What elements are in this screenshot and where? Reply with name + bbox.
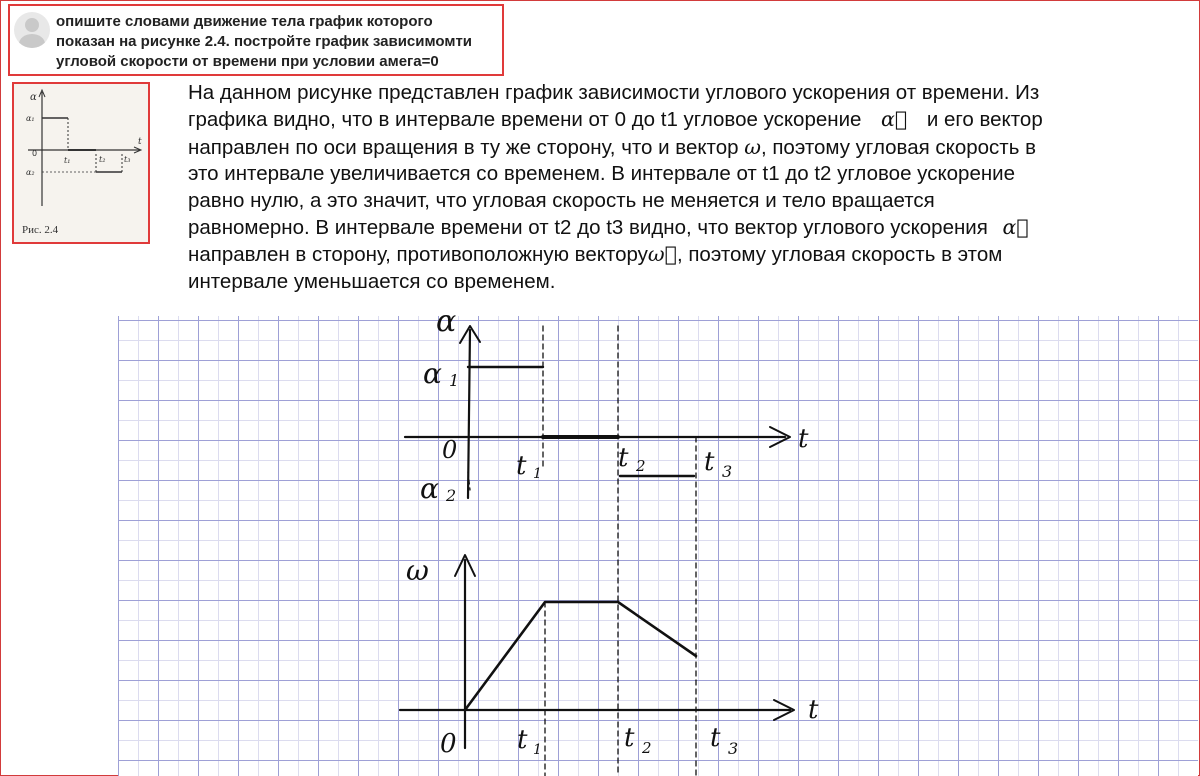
alpha-t-axis-label: t (798, 424, 809, 454)
alpha-graph (405, 326, 790, 776)
alpha2-subscript: 2 (446, 486, 457, 505)
thumb-zero-label: 0 (32, 149, 38, 158)
question-line: показан на рисунке 2.4. постройте график зависимомти (56, 33, 473, 50)
alpha-t1-subscript: 1 (533, 466, 542, 482)
alpha2-label: α (420, 472, 439, 505)
thumb-alpha2-label: α₂ (26, 168, 35, 177)
omega-t2-label: t (624, 723, 635, 753)
answer-line: интервале уменьшается со временем. (188, 269, 556, 293)
alpha-t2-label: t (618, 443, 629, 473)
question-line: угловой скорости от времени при условии амега=0 (56, 53, 439, 70)
question-line: опишите словами движение тела график которого (56, 13, 433, 30)
thumb-t3-label: t₃ (124, 155, 131, 164)
omega-t3-label: t (710, 723, 721, 753)
answer-line: графика видно, что в интервале времени от 0 до t1 угловое ускорение α⃗ и его вектор (188, 107, 1043, 132)
alpha1-label: α (423, 357, 442, 390)
omega-t1-subscript: 1 (533, 742, 542, 758)
omega-t1-label: t (517, 725, 528, 755)
alpha-t3-label: t (704, 447, 715, 477)
thumb-t1-label: t₁ (64, 156, 71, 165)
answer-line: направлен по оси вращения в ту же сторону, что и вектор ω, поэтому угловая скорость в (188, 134, 1036, 159)
alpha-axis-label: α (436, 304, 457, 339)
omega-t3-subscript: 3 (728, 739, 739, 758)
answer-line: На данном рисунке представлен график зависимости углового ускорения от времени. Из (188, 81, 1040, 104)
omega-vector-symbol: ω⃗ (647, 242, 677, 267)
omega-origin-label: 0 (440, 729, 457, 759)
answer-line: направлен в сторону, противоположную векторуω⃗, поэтому угловая скорость в этом (188, 242, 1003, 267)
thumb-t-label: t (138, 137, 142, 147)
omega-symbol: ω (744, 134, 761, 159)
thumb-alpha-label: α (30, 92, 37, 103)
figure-caption: Рис. 2.4 (22, 224, 59, 236)
answer-line: это интервале увеличивается со временем. В интервале от t1 до t2 угловое ускорение (188, 162, 1016, 186)
alpha-vector-symbol-2: α⃗ (1002, 215, 1029, 240)
thumb-alpha1-label: α₁ (26, 114, 35, 123)
omega-t-axis-label: t (808, 695, 819, 725)
answer-line: равномерно. В интервале времени от t2 до t3 видно, что вектор углового ускорения α⃗ (188, 214, 1188, 241)
alpha-t1-label: t (516, 451, 527, 481)
alpha-vector-symbol: α⃗ (881, 107, 908, 132)
alpha1-subscript: 1 (449, 371, 460, 390)
answer-line: равно нулю, а это значит, что угловая скорость не меняется и тело вращается (188, 188, 935, 212)
omega-axis-label: ω (406, 554, 429, 587)
alpha-t3-subscript: 3 (722, 462, 733, 481)
alpha-origin-label: 0 (442, 436, 458, 464)
thumb-t2-label: t₂ (99, 155, 106, 164)
alpha-t2-subscript: 2 (636, 457, 646, 475)
omega-t2-subscript: 2 (642, 739, 652, 757)
